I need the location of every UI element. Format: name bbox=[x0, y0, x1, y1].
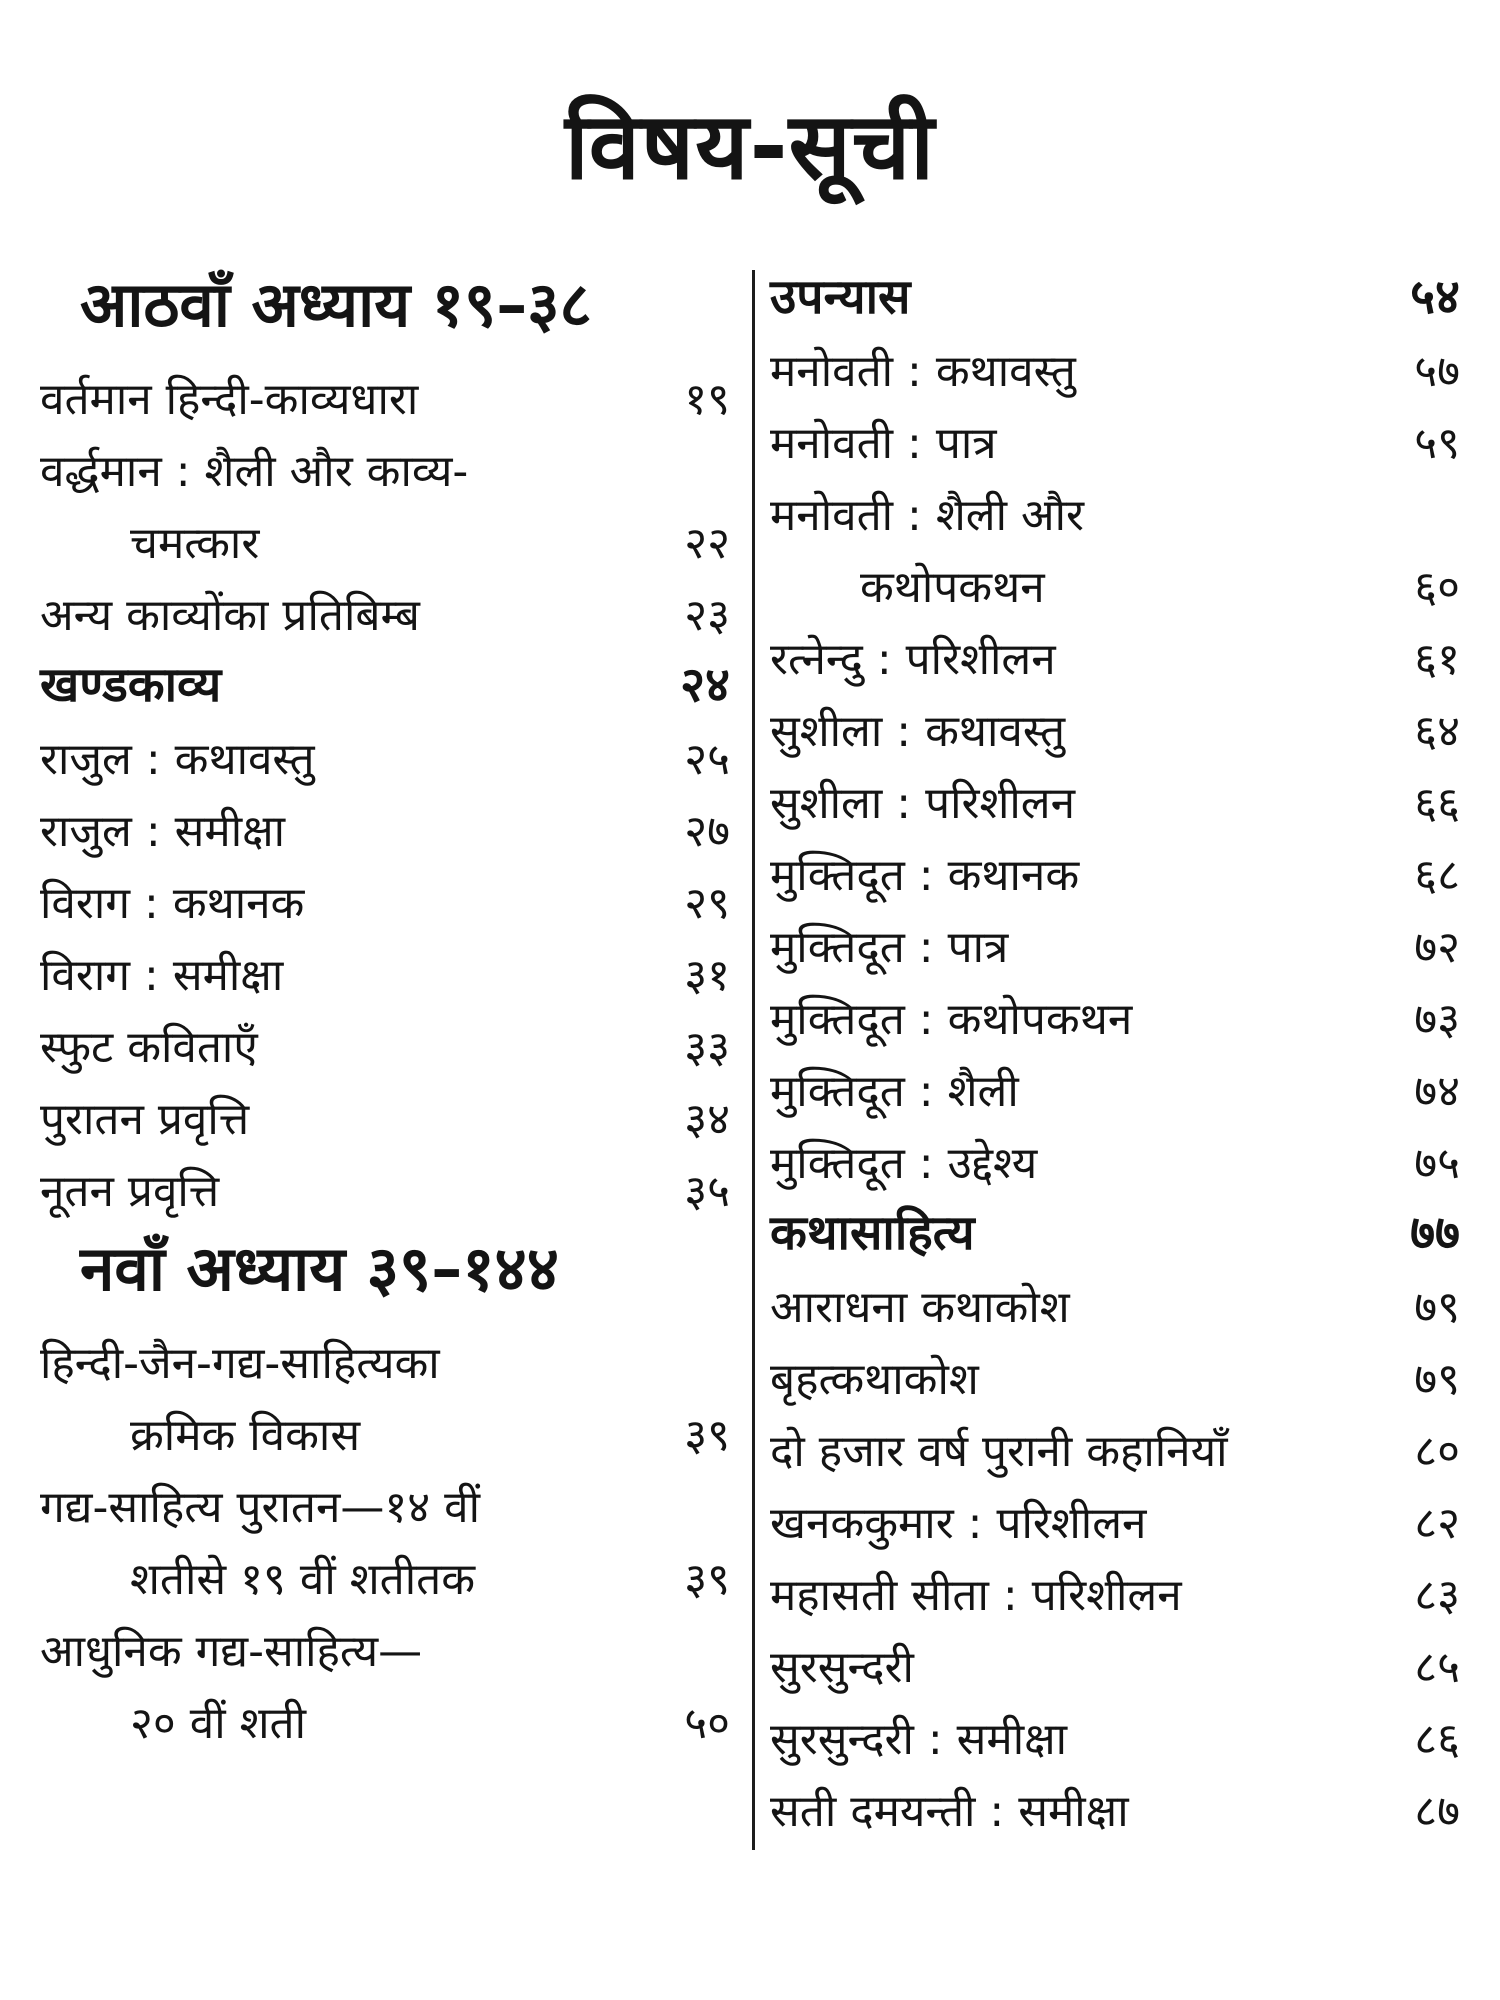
toc-entry bbox=[770, 831, 1460, 903]
toc-right-column bbox=[770, 255, 1460, 1839]
section-heading bbox=[770, 1191, 1460, 1263]
entry-title: विराग : समीक्षा bbox=[40, 950, 284, 1002]
chapter-heading bbox=[40, 255, 730, 355]
entry-title: गद्य-साहित्य पुरातन—१४ वीं bbox=[40, 1482, 481, 1534]
entry-title: मुक्तिदूत : शैली bbox=[770, 1066, 1019, 1118]
entry-title: मुक्तिदूत : उद्देश्य bbox=[770, 1138, 1038, 1190]
entry-title: खनककुमार : परिशीलन bbox=[770, 1498, 1147, 1550]
entry-title: कथासाहित्य bbox=[770, 1205, 975, 1262]
entry-title: राजुल : कथावस्तु bbox=[40, 734, 315, 786]
entry-title: नूतन प्रवृत्ति bbox=[40, 1166, 220, 1218]
entry-page-number: ३४ bbox=[684, 1094, 730, 1146]
page-title: विषय-सूची bbox=[564, 93, 936, 200]
entry-title: सुरसुन्दरी bbox=[770, 1642, 914, 1694]
toc-entry bbox=[770, 327, 1460, 399]
toc-entry bbox=[770, 1551, 1460, 1623]
entry-title: अन्य काव्योंका प्रतिबिम्ब bbox=[40, 590, 420, 642]
entry-title: चमत्कार bbox=[130, 518, 260, 570]
toc-entry bbox=[40, 1463, 730, 1535]
entry-page-number: २७ bbox=[684, 806, 730, 858]
toc-entry bbox=[770, 1047, 1460, 1119]
toc-entry bbox=[770, 1479, 1460, 1551]
entry-title: वर्द्धमान : शैली और काव्य- bbox=[40, 446, 469, 498]
entry-title: वर्तमान हिन्दी-काव्यधारा bbox=[40, 374, 419, 426]
entry-page-number: ६० bbox=[1414, 562, 1460, 614]
entry-page-number: ८६ bbox=[1414, 1714, 1460, 1766]
toc-entry bbox=[40, 499, 730, 571]
toc-entry bbox=[770, 687, 1460, 759]
toc-entry bbox=[770, 543, 1460, 615]
entry-title: आधुनिक गद्य-साहित्य— bbox=[40, 1626, 423, 1678]
entry-page-number: ५९ bbox=[1414, 418, 1460, 470]
entry-page-number: ८५ bbox=[1414, 1642, 1460, 1694]
section-heading bbox=[770, 255, 1460, 327]
entry-title: मुक्तिदूत : पात्र bbox=[770, 922, 1009, 974]
entry-title: पुरातन प्रवृत्ति bbox=[40, 1094, 250, 1146]
entry-title: मनोवती : शैली और bbox=[770, 490, 1085, 542]
entry-page-number: ७४ bbox=[1414, 1066, 1460, 1118]
toc-entry bbox=[40, 1535, 730, 1607]
toc-left-column bbox=[40, 255, 730, 1751]
toc-entry bbox=[770, 903, 1460, 975]
entry-page-number: २२ bbox=[684, 518, 730, 570]
entry-page-number: ८२ bbox=[1414, 1498, 1460, 1550]
entry-page-number: ५४ bbox=[1410, 269, 1460, 326]
entry-title: नवाँ अध्याय ३९–१४४ bbox=[80, 1231, 559, 1305]
entry-title: बृहत्कथाकोश bbox=[770, 1354, 979, 1406]
toc-entry bbox=[40, 787, 730, 859]
entry-title: क्रमिक विकास bbox=[130, 1410, 361, 1462]
entry-title: शतीसे १९ वीं शतीतक bbox=[130, 1554, 475, 1606]
toc-entry bbox=[770, 399, 1460, 471]
entry-page-number: २३ bbox=[684, 590, 730, 642]
entry-page-number: २४ bbox=[680, 657, 730, 714]
entry-page-number: ८० bbox=[1414, 1426, 1460, 1478]
toc-entry bbox=[40, 1147, 730, 1219]
entry-title: विराग : कथानक bbox=[40, 878, 305, 930]
toc-entry bbox=[770, 1767, 1460, 1839]
toc-entry bbox=[770, 1407, 1460, 1479]
entry-title: महासती सीता : परिशीलन bbox=[770, 1570, 1182, 1622]
chapter-heading bbox=[40, 1219, 730, 1319]
entry-title: स्फुट कविताएँ bbox=[40, 1022, 258, 1074]
toc-entry bbox=[770, 1695, 1460, 1767]
entry-page-number: ३१ bbox=[684, 950, 730, 1002]
entry-page-number: ७५ bbox=[1414, 1138, 1460, 1190]
entry-title: मुक्तिदूत : कथोपकथन bbox=[770, 994, 1133, 1046]
toc-entry bbox=[40, 1679, 730, 1751]
entry-page-number: ३३ bbox=[684, 1022, 730, 1074]
toc-entry bbox=[40, 1607, 730, 1679]
entry-title: मनोवती : पात्र bbox=[770, 418, 997, 470]
entry-title: उपन्यास bbox=[770, 269, 911, 326]
entry-page-number: ६८ bbox=[1414, 850, 1460, 902]
entry-title: सुशीला : कथावस्तु bbox=[770, 706, 1066, 758]
toc-entry bbox=[40, 859, 730, 931]
entry-page-number: ७३ bbox=[1414, 994, 1460, 1046]
toc-entry bbox=[40, 715, 730, 787]
entry-page-number: २९ bbox=[684, 878, 730, 930]
entry-title: मुक्तिदूत : कथानक bbox=[770, 850, 1080, 902]
entry-title: राजुल : समीक्षा bbox=[40, 806, 286, 858]
entry-page-number: ७२ bbox=[1414, 922, 1460, 974]
entry-page-number: ५० bbox=[684, 1698, 730, 1750]
column-divider bbox=[752, 270, 755, 1850]
toc-entry bbox=[40, 1003, 730, 1075]
entry-page-number: ३५ bbox=[684, 1166, 730, 1218]
toc-entry bbox=[40, 1391, 730, 1463]
entry-page-number: ३९ bbox=[684, 1554, 730, 1606]
entry-page-number: १९ bbox=[684, 374, 730, 426]
entry-title: कथोपकथन bbox=[860, 562, 1045, 614]
entry-page-number: २५ bbox=[684, 734, 730, 786]
entry-title: सुरसुन्दरी : समीक्षा bbox=[770, 1714, 1068, 1766]
toc-entry bbox=[770, 975, 1460, 1047]
toc-entry bbox=[40, 1075, 730, 1147]
entry-page-number: ७९ bbox=[1414, 1282, 1460, 1334]
entry-title: रत्नेन्दु : परिशीलन bbox=[770, 634, 1056, 686]
toc-entry bbox=[770, 615, 1460, 687]
toc-entry bbox=[40, 1319, 730, 1391]
entry-title: खण्डकाव्य bbox=[40, 657, 222, 714]
entry-page-number: ६६ bbox=[1414, 778, 1460, 830]
toc-entry bbox=[770, 1623, 1460, 1695]
entry-title: मनोवती : कथावस्तु bbox=[770, 346, 1076, 398]
entry-page-number: ३९ bbox=[684, 1410, 730, 1462]
toc-entry bbox=[770, 1119, 1460, 1191]
entry-title: सती दमयन्ती : समीक्षा bbox=[770, 1786, 1129, 1838]
entry-title: सुशीला : परिशीलन bbox=[770, 778, 1076, 830]
toc-entry bbox=[770, 471, 1460, 543]
entry-page-number: ८३ bbox=[1414, 1570, 1460, 1622]
entry-title: २० वीं शती bbox=[130, 1698, 306, 1750]
entry-title: आठवाँ अध्याय १९–३८ bbox=[80, 267, 592, 341]
toc-entry bbox=[40, 355, 730, 427]
entry-title: आराधना कथाकोश bbox=[770, 1282, 1070, 1334]
toc-entry bbox=[40, 931, 730, 1003]
entry-page-number: ६१ bbox=[1414, 634, 1460, 686]
entry-page-number: ७९ bbox=[1414, 1354, 1460, 1406]
toc-entry bbox=[770, 1263, 1460, 1335]
entry-title: हिन्दी-जैन-गद्य-साहित्यका bbox=[40, 1338, 440, 1390]
toc-entry bbox=[770, 759, 1460, 831]
section-heading bbox=[40, 643, 730, 715]
entry-page-number: ७७ bbox=[1410, 1205, 1460, 1262]
entry-page-number: ८७ bbox=[1414, 1786, 1460, 1838]
toc-entry bbox=[40, 571, 730, 643]
entry-title: दो हजार वर्ष पुरानी कहानियाँ bbox=[770, 1426, 1228, 1478]
toc-entry bbox=[770, 1335, 1460, 1407]
entry-page-number: ६४ bbox=[1414, 706, 1460, 758]
toc-entry bbox=[40, 427, 730, 499]
entry-page-number: ५७ bbox=[1414, 346, 1460, 398]
